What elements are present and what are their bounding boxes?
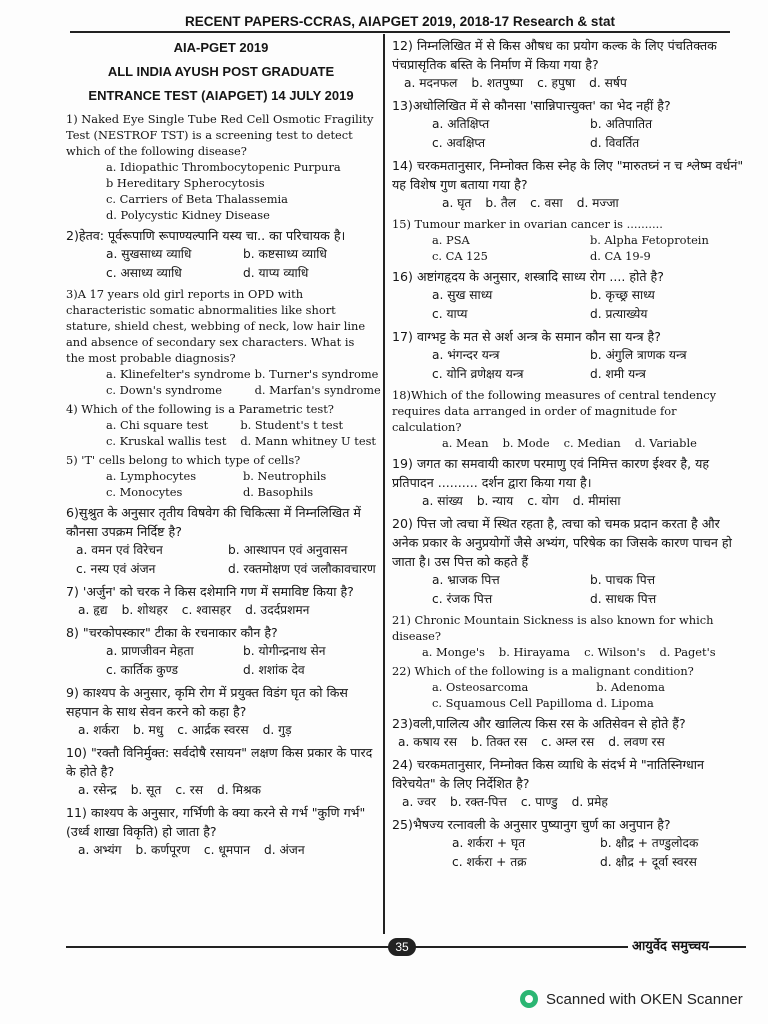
option: c. रंजक पित्त [432, 592, 493, 606]
option: c. Squamous Cell Papilloma [432, 696, 593, 710]
option: b. Mode [502, 436, 550, 450]
exam-subtitle: ALL INDIA AYUSH POST GRADUATE [107, 64, 335, 79]
question-2-options [66, 245, 376, 283]
option: a. Osteosarcoma [432, 680, 529, 694]
right-column [392, 36, 744, 872]
question-11: 11) काश्यप के अनुसार, गर्भिणी के क्या करने से गर्भ "कुणि गर्भ" (उर्ध्व शाखा विकृति) हो जाता है? [66, 805, 366, 839]
option: c. याप्य [432, 307, 468, 321]
option: a. मदनफल [404, 76, 458, 90]
option: d. Lipoma [596, 696, 654, 710]
option: c. योग [527, 494, 559, 508]
question-13-options [392, 115, 744, 153]
question-1: 1) Naked Eye Single Tube Red Cell Osmotic Fragility Test (NESTROF TST) is a screening test to detect which of the following disease? [66, 112, 374, 158]
option: d. मीमांसा [572, 494, 621, 508]
option: b. पाचक पित्त [590, 573, 656, 587]
option: a. सांख्य [422, 494, 463, 508]
question-11-options [66, 841, 376, 860]
page-number: 35 [388, 938, 416, 956]
question-8: 8) "चरकोपस्कार" टीका के रचनाकार कौन है? [66, 625, 278, 640]
option: a. रसेन्द्र [78, 783, 117, 797]
option: b. शतपुष्पा [471, 76, 524, 90]
question-9-options [66, 721, 376, 740]
option: a. शर्करा [78, 723, 120, 737]
option: b. योगीन्द्रनाथ सेन [243, 644, 326, 658]
option: a. सुख साध्य [432, 288, 493, 302]
option: d. अंजन [263, 843, 305, 857]
option: d. शमी यन्त्र [590, 367, 646, 381]
option: a. सुखसाध्य व्याधि [106, 247, 192, 261]
question-8-options [66, 642, 376, 680]
option: b. क्षौद्र + तण्डुलोदक [600, 836, 699, 850]
option: b. अतिपातित [590, 117, 653, 131]
option: b. Neutrophils [243, 469, 327, 483]
option: c. वसा [530, 196, 563, 210]
question-17: 17) वाग्भट्ट के मत से अर्श अन्त्र के समान कौन सा यन्त्र है? [392, 329, 661, 344]
question-20-options [392, 571, 744, 609]
option: c. योनि व्रणेक्षय यन्त्र [432, 367, 524, 381]
question-17-options [392, 346, 744, 384]
scanner-logo-icon [520, 990, 538, 1008]
option: b Hereditary Spherocytosis [106, 176, 265, 190]
option: c. अम्ल रस [541, 735, 595, 749]
option: c. आर्द्रक स्वरस [177, 723, 249, 737]
option: d. सर्षप [589, 76, 627, 90]
option: a. Idiopathic Thrombocytopenic Purpura [106, 160, 341, 174]
option: d. Marfan's syndrome [254, 383, 381, 397]
option: d. Polycystic Kidney Disease [106, 208, 270, 222]
question-19-options [392, 492, 744, 511]
option: c. शर्करा + तक्र [452, 855, 527, 869]
option: c. हपुषा [537, 76, 576, 90]
question-22: 22) Which of the following is a malignant condition? [392, 664, 694, 678]
option: b. रक्त-पित्त [449, 795, 507, 809]
question-16-options [392, 286, 744, 324]
option: c. असाध्य व्याधि [106, 266, 182, 280]
question-12: 12) निम्नलिखित में से किस औषध का प्रयोग कल्क के लिए पंचतिक्तक पंचप्रासृतिक बस्ति के निर्माण में किया गया है? [392, 38, 717, 72]
option: b. तैल [485, 196, 517, 210]
option: d. Paget's [659, 645, 716, 659]
option: a. घृत [442, 196, 472, 210]
question-3-options [66, 366, 381, 398]
page-header: RECENT PAPERS-CCRAS, AIAPGET 2019, 2018-17 Research & stat [70, 14, 730, 33]
question-20: 20) पित्त जो त्वचा में स्थित रहता है, त्वचा को चमक प्रदान करता है और अनेक प्रकार के अनुप्रयोगों जैसे अभ्यंग, परिषेक का जिसके कारण पाचन हो जाता है। उस पित्त को कहते हैं [392, 516, 732, 569]
option: c. Monocytes [106, 485, 183, 499]
question-1-options [66, 159, 376, 223]
option: b. Alpha Fetoprotein [590, 233, 709, 247]
option: d. प्रमेह [571, 795, 608, 809]
question-3: 3)A 17 years old girl reports in OPD with characteristic somatic abnormalities like short stature, shield chest, webbing of neck, low hair line and absence of secondary sex characters. What is the most probable diagnosis? [66, 287, 366, 365]
question-2: 2)हेतव: पूर्वरूपाणि रूपाण्यल्पानि यस्य चा.. का परिचायक है। [66, 228, 346, 243]
option: c. Kruskal wallis test [106, 434, 227, 448]
option: c. Carriers of Beta Thalassemia [106, 192, 288, 206]
question-23: 23)वली,पालित्य और खालित्य किस रस के अतिसेवन से होते हैं? [392, 716, 686, 731]
question-5: 5) 'T' cells belong to which type of cells? [66, 453, 301, 467]
option: d. CA 19-9 [590, 249, 651, 263]
question-16: 16) अष्टांगहृदय के अनुसार, शस्त्रादि साध्य रोग .... होते है? [392, 269, 664, 284]
question-9: 9) काश्यप के अनुसार, कृमि रोग में प्रयुक्त विडंग घृत को किस सहपान के साथ सेवन करने को कहा है? [66, 685, 348, 719]
option: a. अभ्यंग [78, 843, 122, 857]
option: b. कर्णपूरण [135, 843, 190, 857]
option: d. प्रत्याख्येय [590, 307, 648, 321]
option: c. अवक्षिप्त [432, 136, 486, 150]
option: a. भंगन्दर यन्त्र [432, 348, 500, 362]
option: b. सूत [130, 783, 162, 797]
question-19: 19) जगत का समवायी कारण परमाणु एवं निमित्त कारण ईश्वर है, यह प्रतिपादन .......... दर्शन द्वारा किया गया है। [392, 456, 710, 490]
option: b. कष्टसाध्य व्याधि [243, 247, 327, 261]
option: d. उदर्दप्रशमन [245, 603, 310, 617]
option: a. Mean [442, 436, 489, 450]
question-10: 10) "रक्तौ विनिर्मुक्त: सर्वदोषै रसायन" लक्षण किस प्रकार के पारद के होते है? [66, 745, 373, 779]
question-14-options [392, 194, 744, 213]
left-column [66, 36, 381, 860]
option: c. श्वासहर [181, 603, 232, 617]
option: c. Median [563, 436, 621, 450]
option: a. वमन एवं विरेचन [76, 543, 163, 557]
option: d. शशांक देव [243, 663, 305, 677]
question-13: 13)अधोलिखित में से कौनसा 'सान्निपात्त्युक्त' का भेद नहीं है? [392, 98, 671, 113]
option: a. अतिक्षिप्त [432, 117, 490, 131]
option: a. Chi square test [106, 418, 209, 432]
option: c. कार्तिक कुण्ड [106, 663, 178, 677]
option: d. विवर्तित [590, 136, 640, 150]
option: d. क्षौद्र + दूर्वा स्वरस [600, 855, 697, 869]
question-23-options [392, 733, 744, 752]
option: d. गुड़ [262, 723, 292, 737]
option: a. शर्करा + घृत [452, 836, 526, 850]
question-10-options [66, 781, 376, 800]
question-18-options [392, 435, 744, 451]
option: d. मिश्रक [217, 783, 261, 797]
question-18: 18)Which of the following measures of central tendency requires data arranged in order of magnitude for calculation? [392, 388, 717, 434]
question-12-options [392, 74, 744, 93]
question-15: 15) Tumour marker in ovarian cancer is .......... [392, 217, 663, 231]
option: b. Turner's syndrome [254, 367, 379, 381]
option: d. Variable [634, 436, 697, 450]
option: b. मधु [133, 723, 164, 737]
option: b. कृच्छ्र साध्य [590, 288, 655, 302]
option: b. न्याय [476, 494, 514, 508]
column-divider [383, 34, 385, 934]
option: d. Mann whitney U test [240, 434, 376, 448]
question-25: 25)भैषज्य रत्नावली के अनुसार पुष्यानुग चुर्ण का अनुपान है? [392, 817, 671, 832]
question-25-options [392, 834, 744, 872]
question-5-options [66, 468, 376, 500]
option: a. Monge's [422, 645, 485, 659]
option: c. Wilson's [584, 645, 646, 659]
option: c. धूमपान [203, 843, 250, 857]
exam-date: ENTRANCE TEST (AIAPGET) 14 JULY 2019 [88, 88, 354, 103]
option: a. PSA [432, 233, 470, 247]
scanner-label: Scanned with OKEN Scanner [546, 990, 743, 1008]
option: c. Down's syndrome [106, 383, 223, 397]
option: b. तिक्त रस [470, 735, 528, 749]
book-title: आयुर्वेद समुच्चय [628, 936, 709, 954]
question-24-options [392, 793, 744, 812]
option: d. रक्तमोक्षण एवं जलौकावचारण [228, 562, 376, 576]
option: a. हृद्य [78, 603, 108, 617]
question-15-options [392, 232, 744, 264]
option: c. CA 125 [432, 249, 488, 263]
question-7: 7) 'अर्जुन' को चरक ने किस दशेमानि गण में समाविष्ट किया है? [66, 584, 354, 599]
option: a. Lymphocytes [106, 469, 197, 483]
question-4-options [66, 417, 376, 449]
question-21-options [392, 644, 744, 660]
exam-title: AIA-PGET 2019 [173, 40, 269, 55]
question-7-options [66, 601, 376, 620]
option: b. शोथहर [121, 603, 168, 617]
question-24: 24) चरकमतानुसार, निम्नोक्त किस व्याधि के संदर्भ मे "नातिस्निग्धान विरेचयेत" के लिए निर्देशित है? [392, 757, 705, 791]
question-4: 4) Which of the following is a Parametric test? [66, 402, 334, 416]
option: a. कषाय रस [398, 735, 457, 749]
option: b. Adenoma [596, 680, 665, 694]
option: a. प्राणजीवन मेहता [106, 644, 194, 658]
option: d. लवण रस [608, 735, 665, 749]
option: d. याप्य व्याधि [243, 266, 309, 280]
option: a. भ्राजक पित्त [432, 573, 500, 587]
option: b. Student's t test [240, 418, 344, 432]
option: c. पाण्डु [520, 795, 558, 809]
option: d. मज्जा [576, 196, 619, 210]
option: b. अंगुलि त्राणक यन्त्र [590, 348, 687, 362]
question-14: 14) चरकमतानुसार, निम्नोक्त किस स्नेह के लिए "मारुतघ्नं न च श्लेष्म वर्धनं" यह विशेष गुण बताया गया है? [392, 158, 744, 192]
question-6-options [66, 541, 376, 579]
question-22-options [392, 679, 744, 711]
scanner-watermark [520, 990, 743, 1008]
option: b. आस्थापन एवं अनुवासन [228, 543, 348, 557]
option: b. Hirayama [498, 645, 571, 659]
question-21: 21) Chronic Mountain Sickness is also known for which disease? [392, 613, 714, 643]
option: c. नस्य एवं अंजन [76, 562, 156, 576]
option: d. Basophils [243, 485, 314, 499]
option: a. ज्वर [402, 795, 436, 809]
option: a. Klinefelter's syndrome [106, 367, 251, 381]
option: d. साधक पित्त [590, 592, 657, 606]
question-6: 6)सुश्रुत के अनुसार तृतीय विषवेग की चिकित्सा में निम्नलिखित में कौनसा उपक्रम निर्दिष्ट है? [66, 505, 361, 539]
option: c. रस [175, 783, 204, 797]
